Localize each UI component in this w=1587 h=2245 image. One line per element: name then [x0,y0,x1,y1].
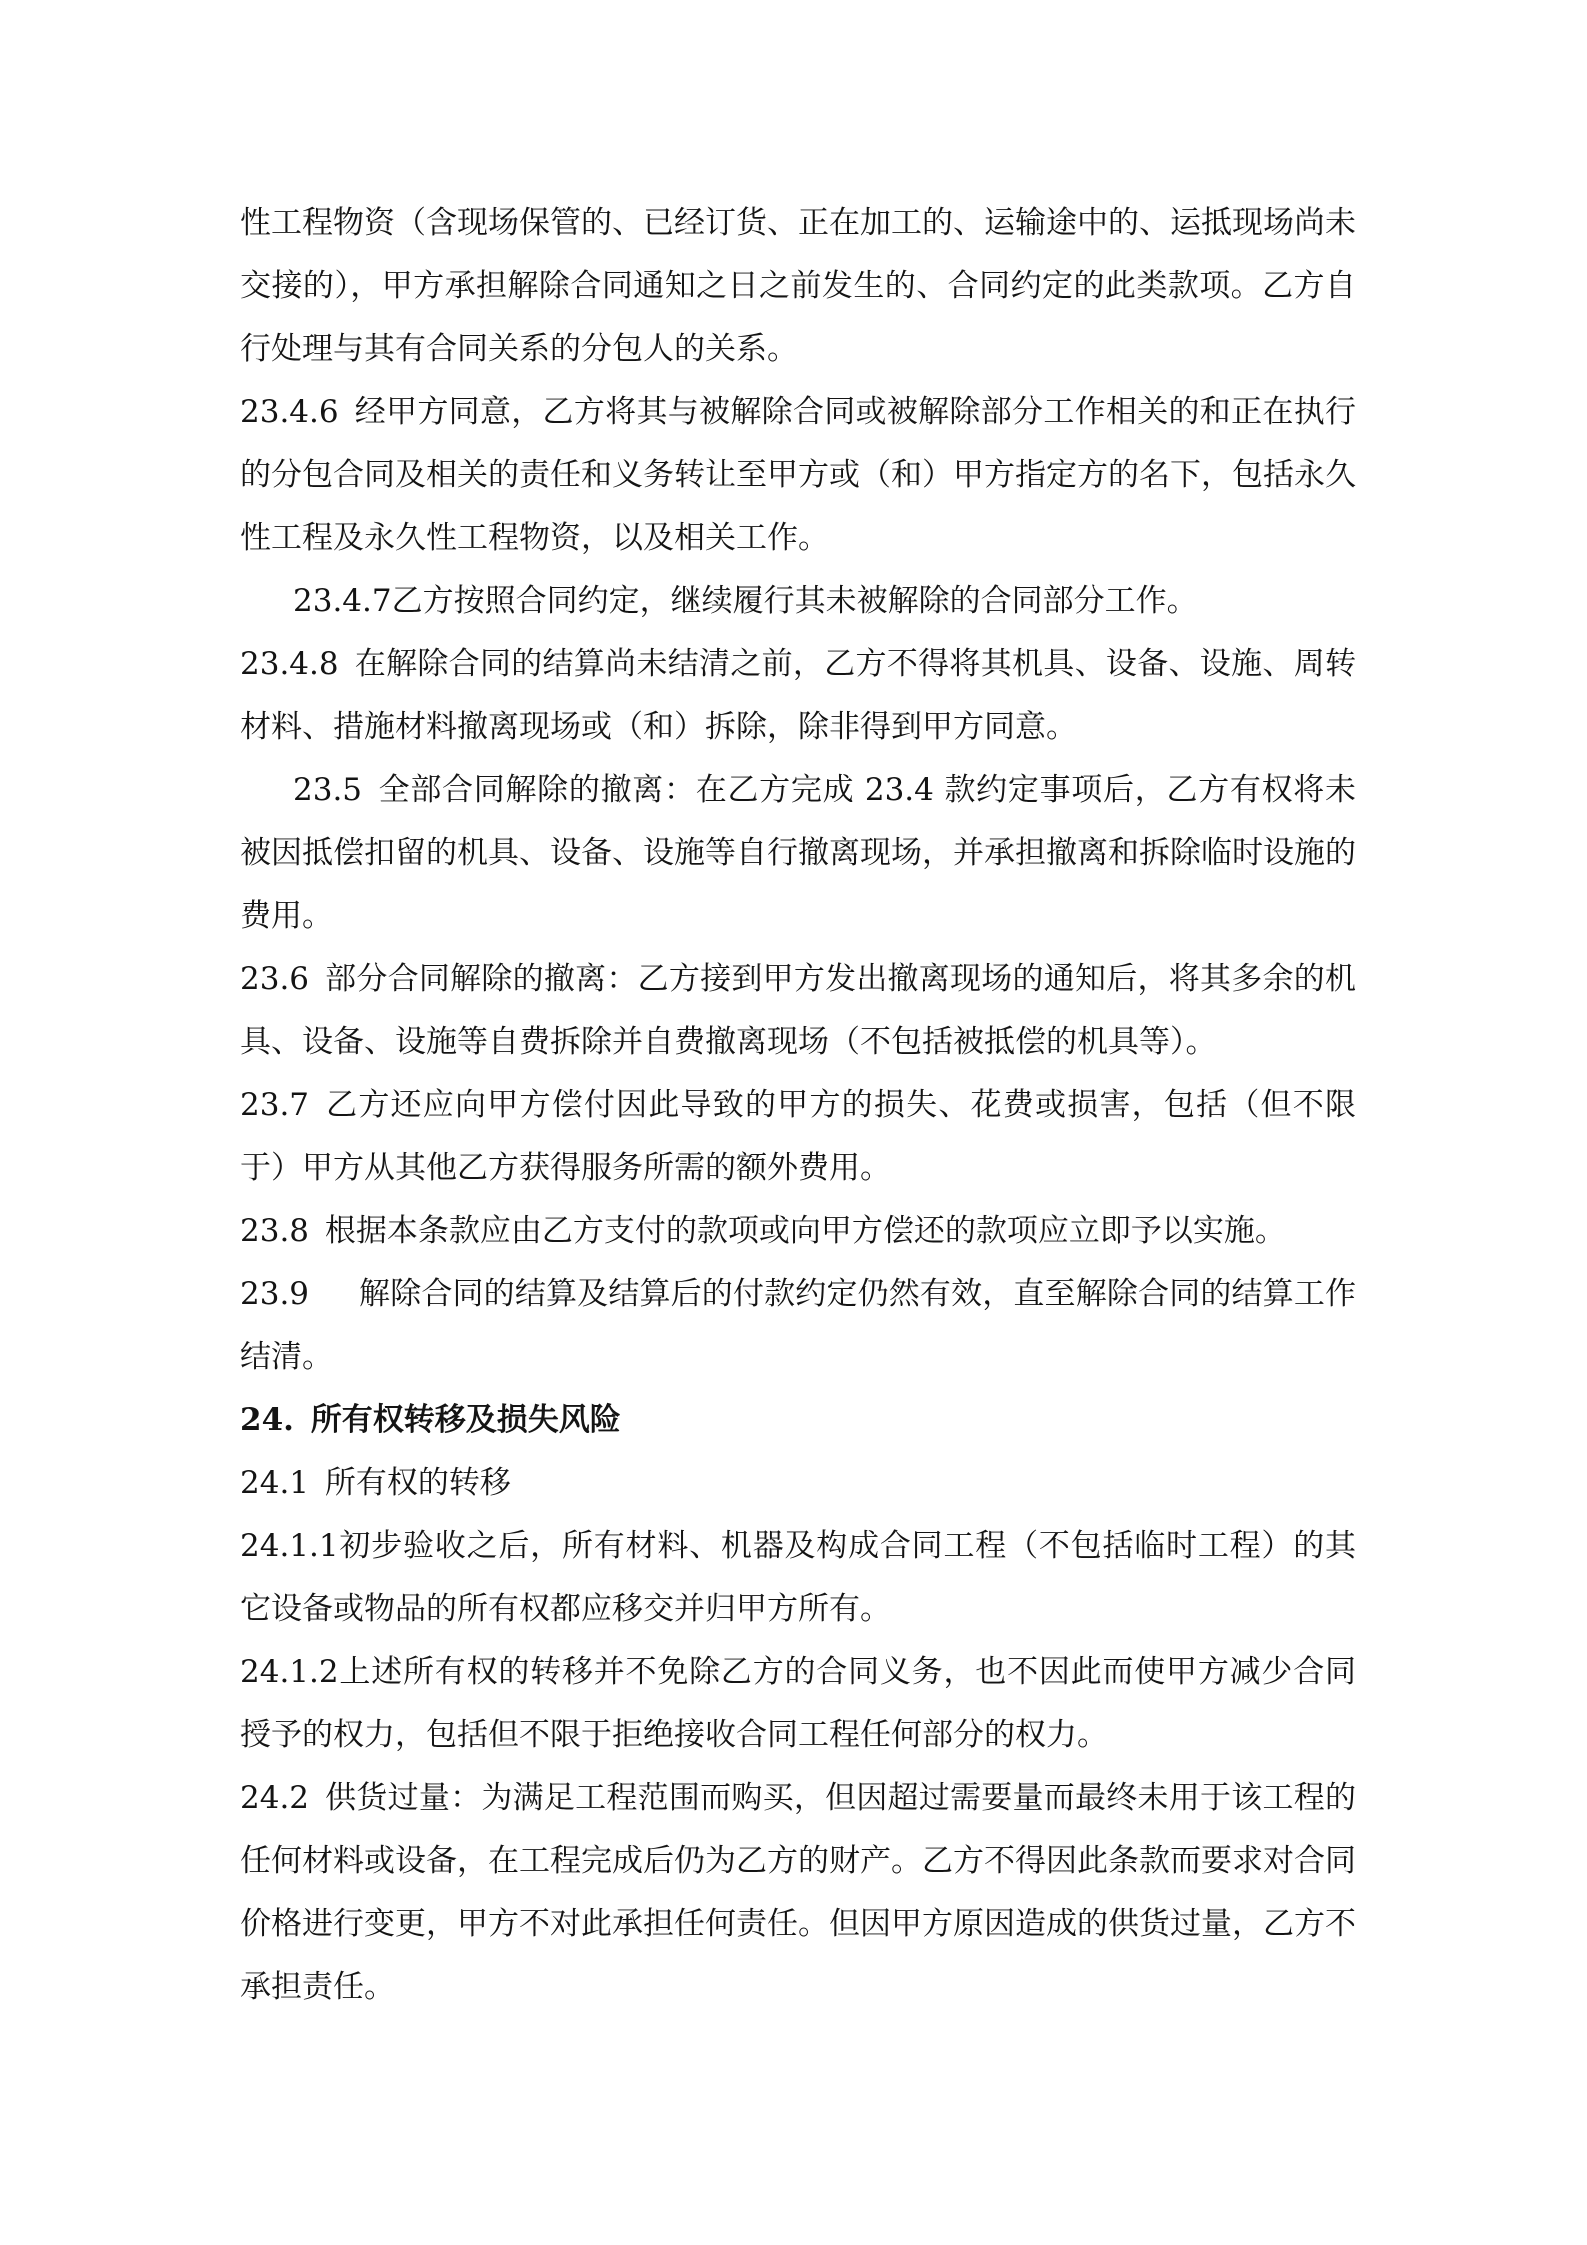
clause-text: 解除合同的结算及结算后的付款约定仍然有效，直至解除合同的结算工作结清。 [240,1276,1356,1375]
clause-number: 23.4.7 [293,583,392,619]
section-title: 所有权转移及损失风险 [310,1402,621,1438]
clause-number: 23.9 [240,1276,310,1312]
clause-text: 根据本条款应由乙方支付的款项或向甲方偿还的款项应立即予以实施。 [324,1213,1286,1249]
clause-number: 23.7 [240,1087,310,1123]
clause-23-6 [240,948,1356,1074]
clause-text: 在解除合同的结算尚未结清之前，乙方不得将其机具、设备、设施、周转材料、措施材料撤离现场或（和）拆除，除非得到甲方同意。 [240,646,1356,745]
clause-text: 全部合同解除的撤离：在乙方完成 23.4 款约定事项后，乙方有权将未被因抵偿扣留的机具、设备、设施等自行撤离现场，并承担撤离和拆除临时设施的费用。 [240,772,1357,934]
clause-24-1-2 [240,1641,1356,1767]
clause-text: 经甲方同意，乙方将其与被解除合同或被解除部分工作相关的和正在执行的分包合同及相关的责任和义务转让至甲方或（和）甲方指定方的名下，包括永久性工程及永久性工程物资，以及相关工作。 [240,394,1356,556]
clause-number: 23.4.8 [240,646,339,682]
clause-23-8 [240,1200,1356,1263]
clause-text: 上述所有权的转移并不免除乙方的合同义务，也不因此而使甲方减少合同授予的权力，包括但不限于拒绝接收合同工程任何部分的权力。 [240,1654,1356,1753]
clause-23-4-8 [240,633,1356,759]
clause-number: 24.1.1 [240,1528,339,1564]
clause-number: 23.5 [293,772,363,808]
clause-23-5 [240,759,1356,948]
clause-text: 供货过量：为满足工程范围而购买，但因超过需要量而最终未用于该工程的任何材料或设备，在工程完成后仍为乙方的财产。乙方不得因此条款而要求对合同价格进行变更，甲方不对此承担任何责任。但因甲方原因造成的供货过量，乙方不承担责任。 [240,1780,1357,2005]
clause-24-2 [240,1767,1356,2019]
paragraph-continued [240,192,1356,381]
clause-number: 24.1.2 [240,1654,339,1690]
document-body [240,192,1356,2019]
clause-23-9 [240,1263,1356,1389]
clause-23-4-7 [240,570,1356,633]
clause-number: 23.6 [240,961,310,997]
clause-number: 23.4.6 [240,394,339,430]
clause-number: 23.8 [240,1213,310,1249]
clause-text: 初步验收之后，所有材料、机器及构成合同工程（不包括临时工程）的其它设备或物品的所有权都应移交并归甲方所有。 [240,1528,1356,1627]
clause-number: 24.1 [240,1465,310,1501]
clause-24-1 [240,1452,1356,1515]
clause-23-4-6 [240,381,1356,570]
clause-23-7 [240,1074,1356,1200]
clause-text: 乙方还应向甲方偿付因此导致的甲方的损失、花费或损害，包括（但不限于）甲方从其他乙方获得服务所需的额外费用。 [240,1087,1356,1186]
clause-text: 所有权的转移 [324,1465,511,1501]
clause-number: 24.2 [240,1780,310,1816]
paragraph-text: 性工程物资（含现场保管的、已经订货、正在加工的、运输途中的、运抵现场尚未交接的），甲方承担解除合同通知之日之前发生的、合同约定的此类款项。乙方自行处理与其有合同关系的分包人的关系。 [240,205,1356,367]
clause-text: 乙方按照合同约定，继续履行其未被解除的合同部分工作。 [391,583,1198,619]
clause-24-1-1 [240,1515,1356,1641]
clause-text: 部分合同解除的撤离：乙方接到甲方发出撤离现场的通知后，将其多余的机具、设备、设施等自费拆除并自费撤离现场（不包括被抵偿的机具等）。 [240,961,1357,1060]
section-heading-24 [240,1389,1356,1452]
section-number: 24. [240,1402,294,1438]
